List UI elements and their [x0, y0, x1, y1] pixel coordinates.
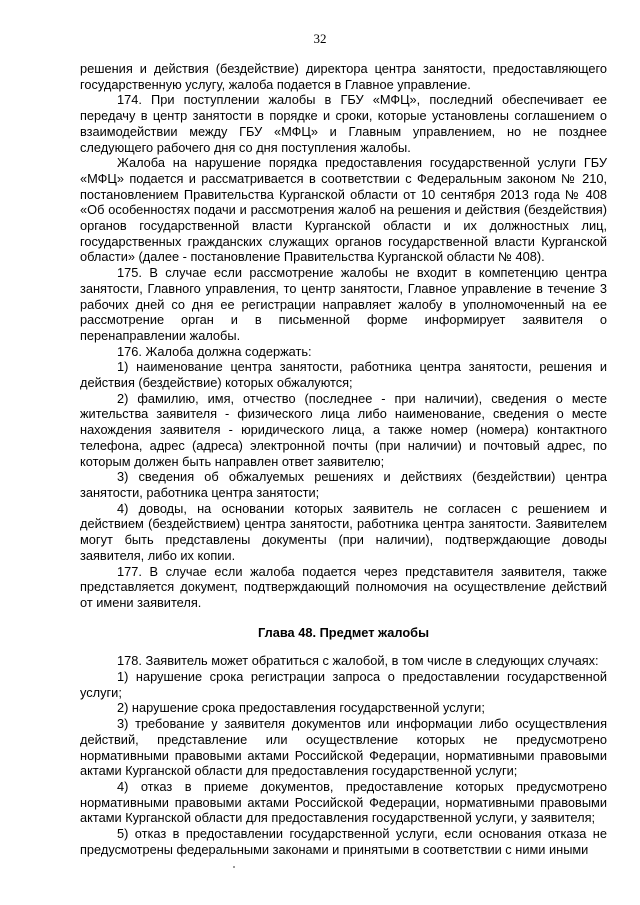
document-body: [80, 61, 607, 857]
paragraphs-before-heading: [80, 61, 607, 611]
paragraph: 1) наименование центра занятости, работника центра занятости, решения и действия (бездействие) которых обжалуются;: [80, 359, 607, 391]
paragraph: 178. Заявитель может обратиться с жалобой, в том числе в следующих случаях:: [117, 653, 599, 669]
paragraph: 5) отказ в предоставлении государственной услуги, если основания отказа не предусмотрены федеральными законами и принятыми в соответствии с ними иными: [80, 826, 607, 857]
paragraphs-after-heading: [80, 653, 607, 857]
paragraph: решения и действия (бездействие) директора центра занятости, предоставляющего государственную услугу, жалоба подается в Главное управление.: [80, 61, 607, 92]
paragraph: 175. В случае если рассмотрение жалобы не входит в компетенцию центра занятости, Главного управления, то центр занятости, Главное управление в течение 3 рабочих дней со дня ее регистрации направляет жалобу в уполномоченный на ее рассмотрение орган и в письменной форме информирует заявителя о перенаправлении жалобы.: [80, 265, 607, 343]
paragraph: 2) фамилию, имя, отчество (последнее - при наличии), сведения о месте жительства заявителя - физического лица либо наименование, сведения о месте нахождения заявителя - юридического лица, а также номер (номера) контактного телефона, адрес (адреса) электронной почты (при наличии) и почтовый адрес, по которым должен быть направлен ответ заявителю;: [80, 390, 607, 469]
paragraph: 174. При поступлении жалобы в ГБУ «МФЦ», последний обеспечивает ее передачу в центр занятости в порядке и сроки, которые установлены соглашением о взаимодействии между ГБУ «МФЦ» и Главным управлением, но не позднее следующего рабочего дня со дня поступления жалобы.: [80, 92, 607, 155]
paragraph: 4) доводы, на основании которых заявитель не согласен с решением и действием (бездействием) центра занятости, работника центра занятости. Заявителем могут быть представлены документы (при наличии), подтверждающие доводы заявителя, либо их копии.: [80, 500, 607, 563]
paragraph: 3) сведения об обжалуемых решениях и действиях (бездействии) центра занятости, работника центра занятости;: [80, 469, 607, 500]
paragraph: 177. В случае если жалоба подается через представителя заявителя, также представляется документ, подтверждающий полномочия на осуществление действий от имени заявителя.: [80, 563, 607, 610]
paragraph: 2) нарушение срока предоставления государственной услуги;: [117, 700, 485, 716]
chapter-heading: Глава 48. Предмет жалобы: [257, 624, 430, 640]
page-number: 32: [313, 31, 327, 46]
paragraph: Жалоба на нарушение порядка предоставления государственной услуги ГБУ «МФЦ» подается и рассматривается в соответствии с Федеральным законом № 210, постановлением Правительства Курганской области от 10 сентября 2013 года № 408 «Об особенностях подачи и рассмотрения жалоб на решения и действия (бездействия) органов государственной власти Курганской области и их должностных лиц, государственных гражданских служащих органов государственной власти Курганской области» (далее - постановление Правительства Курганской области № 408).: [80, 155, 607, 265]
paragraph: 1) нарушение срока регистрации запроса о предоставлении государственной услуги;: [80, 669, 607, 700]
paragraph: 3) требование у заявителя документов или информации либо осуществления действий, представление или осуществление которых не предусмотрено нормативными правовыми актами Российской Федерации, нормативными правовыми актами Курганской области для предоставления государственной услуги;: [80, 716, 607, 779]
paragraph: 176. Жалоба должна содержать:: [117, 343, 312, 359]
scan-speck: [233, 866, 235, 868]
paragraph: 4) отказ в приеме документов, предоставление которых предусмотрено нормативными правовыми актами Российской Федерации, нормативными правовыми актами Курганской области для предоставления государственной услуги, у заявителя;: [80, 778, 607, 826]
